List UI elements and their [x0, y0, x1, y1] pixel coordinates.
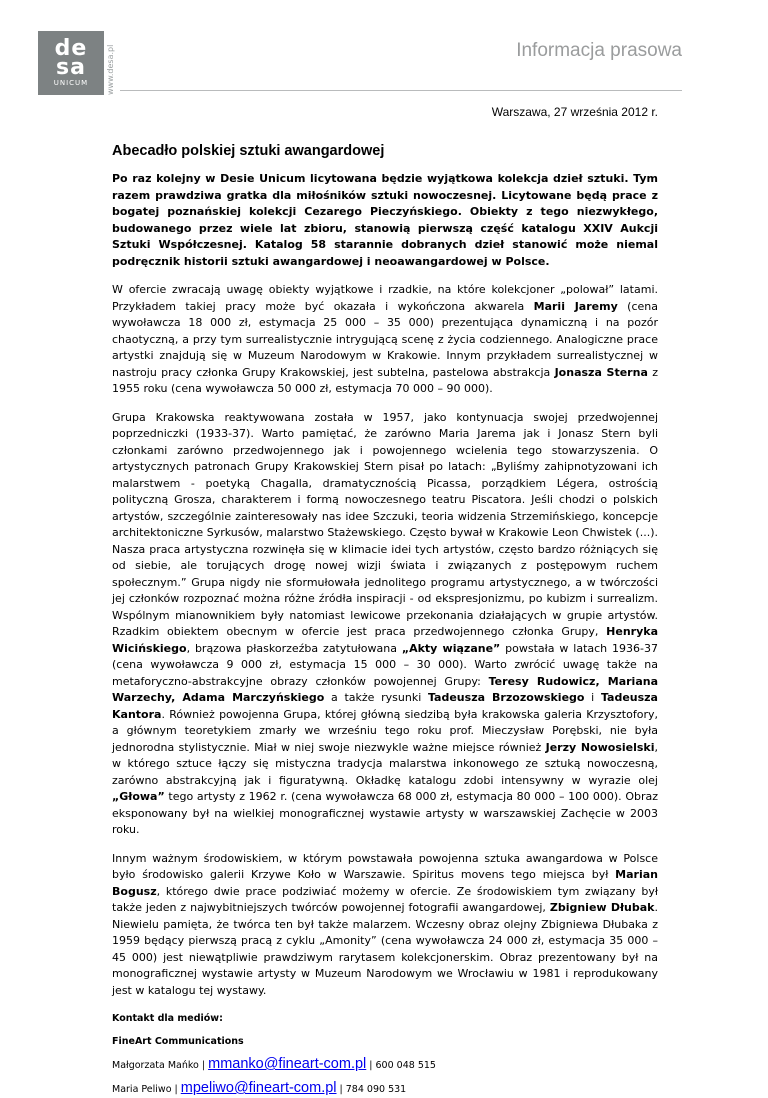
contact-heading: Kontakt dla mediów:	[112, 1013, 223, 1024]
contact-phone: 600 048 515	[375, 1060, 436, 1071]
press-release-label: Informacja prasowa	[516, 40, 682, 61]
lead-paragraph: Po raz kolejny w Desie Unicum licytowana będzie wyjątkowa kolekcja dzieł sztuki. Tym razem prawdziwa gratka dla miłośników sztuki nowoczesnej. Licytowane będą prace z bogatej poznańskiej kolekcji Cezarego Pieczyńskiego. Obiekty z tego niezwykłego, budowanego przez wiele lat zbioru, stanowią pierwszą część katalogu XXIV Aukcji Sztuki Współczesnej. Katalog 58 starannie dobranych dzieł stanowić może niemal podręcznik historii sztuki awangardowej i neoawangardowej w Polsce.	[112, 172, 658, 268]
logo-text-de: de	[54, 36, 88, 61]
contact-email-link[interactable]: mpeliwo@fineart-com.pl	[180, 1080, 337, 1096]
paragraph-3: Innym ważnym środowiskiem, w którym powstawała powojenna sztuka awangardowa w Polsce było środowisko galerii Krzywe Koło w Warszawie. Spiritus movens tego miejsca był Marian Bogusz, którego dwie prace podziwiać możemy w ofercie. Ze środowiskiem tym związany był także jeden z najwybitniejszych twórców powojennej fotografii awangardowej, Zbigniew Dłubak. Niewielu pamięta, że twórca ten był także malarzem. Wczesny obraz olejny Zbigniewa Dłubaka z 1959 będący pierwszą pracą z cyklu „Amonity” (cena wywoławcza 24 000 zł, estymacja 35 000 – 45 000) jest niewątpliwie prawdziwym rarytasem kolekcjonerskim. Obraz prezentowany był na monograficznej wystawie artysty w Muzeum Narodowym we Wrocławiu w 1981 i reprodukowany jest w katalogu tej wystawy.	[112, 851, 658, 997]
logo-text-sa: sa	[56, 55, 86, 80]
contact-name: Małgorzata Mańko	[112, 1060, 199, 1071]
paragraph-2: Grupa Krakowska reaktywowana została w 1957, jako kontynuacja swojej przedwojennej poprzedniczki (1933-37). Warto pamiętać, że zarówno Maria Jarema jak i Jonasz Stern byli członkami zarówno przedwojennego jak i powojennego wcielenia tego stowarzyszenia. O artystycznych patronach Grupy Krakowskiej Stern pisał po latach: „Byliśmy zahipnotyzowani ich malarstwem - poetyką Chagalla, dramatycznością Picassa, porządkiem Légera, ostrością polityczną Grosza, charakterem i formą nowoczesnego teatru Piscatora. Jeśli chodzi o polskich artystów, szczególnie zainteresowały nas idee Szczuki, teoria widzenia Strzemińskiego, koncepcje architektoniczne Syrkusów, malarstwo Stażewskiego. Często bywał w Krakowie Leon Chwistek (...). Nasza praca artystyczna rozwinęła się w klimacie idei tych artystów, często bardzo różniących się od siebie, ale torujących drogę nowej wizji świata i związanych z postępowym ruchem społecznym.” Grupa nigdy nie sformułowała jednolitego programu artystycznego, a w twórczości jej członków rozpoznać można różne źródła inspiracji - od ekspresjonizmu, po kubizm i surrealizm. Wspólnym mianownikiem były natomiast lewicowe przekonania działających w grupie artystów. Rzadkim obiektem obecnym w ofercie jest praca przedwojennego członka Grupy, Henryka Wicińskiego, brązowa płaskorzeźba zatytułowana „Akty wiązane” powstała w latach 1936-37 (cena wywoławcza 9 000 zł, estymacja 15 000 – 30 000). Warto zwrócić uwagę także na metaforyczno-abstrakcyjne obrazy członków powojennej Grupy: Teresy Rudowicz, Mariana Warzechy, Adama Marczyńskiego a także rysunki Tadeusza Brzozowskiego i Tadeusza Kantora. Również powojenna Grupa, której główną siedzibą była krakowska galeria Krzysztofory, a głównym teoretykiem zmarły we wrześniu tego roku prof. Mieczysław Porębski, nie była jednorodna stylistycznie. Miał w niej swoje niezwykle ważne miejsce również Jerzy Nowosielski, w którego sztuce łączy się mistyczna tradycja malarstwa inkonowego ze sztuką nowoczesną, zarówno abstrakcyjną jak i figuratywną. Okładkę katalogu zdobi intensywny w wyrazie olej „Głowa” tego artysty z 1962 r. (cena wywoławcza 68 000 zł, estymacja 80 000 – 100 000). Obraz eksponowany był na wielkiej monograficznej wystawie artysty w warszawskiej Zachęcie w 2003 roku.	[112, 410, 659, 836]
contact-person: Maria Peliwo | mpeliwo@fineart-com.pl | 784 090 531	[112, 1080, 407, 1096]
header-divider	[120, 90, 682, 91]
document-body	[112, 104, 658, 1098]
logo-text-unicum: UNICUM	[53, 79, 89, 87]
desa-unicum-logo	[38, 31, 104, 95]
logo-url	[106, 31, 116, 95]
document-title: Abecadło polskiej sztuki awangardowej	[112, 142, 385, 159]
document-date: Warszawa, 27 września 2012 r.	[491, 105, 658, 119]
contact-person: Małgorzata Mańko | mmanko@fineart-com.pl | 600 048 515	[112, 1056, 436, 1072]
contact-email-link[interactable]: mmanko@fineart-com.pl	[208, 1056, 367, 1072]
contact-phone: 784 090 531	[345, 1084, 407, 1095]
logo-url-text: www.desa.pl	[106, 44, 115, 95]
paragraph-1: W ofercie zwracają uwagę obiekty wyjątkowe i rzadkie, na które kolekcjoner „polował” latami. Przykładem takiej pracy może być okazała i wykończona akwarela Marii Jaremy (cena wywoławcza 18 000 zł, estymacja 25 000 – 35 000) prezentująca dynamiczną i na pozór chaotyczną, a przy tym surrealistycznie intrygującą scenę z życia codziennego. Analogiczne prace artystki znajdują się w Muzeum Narodowym w Krakowie. Innym przykładem surrealistycznej w nastroju pracy członka Grupy Krakowskiej, jest subtelna, pastelowa abstrakcja Jonasza Sterna z 1955 roku (cena wywoławcza 50 000 zł, estymacja 70 000 – 90 000).	[112, 283, 658, 395]
contact-name: Maria Peliwo	[112, 1084, 172, 1095]
contact-organization: FineArt Communications	[112, 1035, 244, 1047]
